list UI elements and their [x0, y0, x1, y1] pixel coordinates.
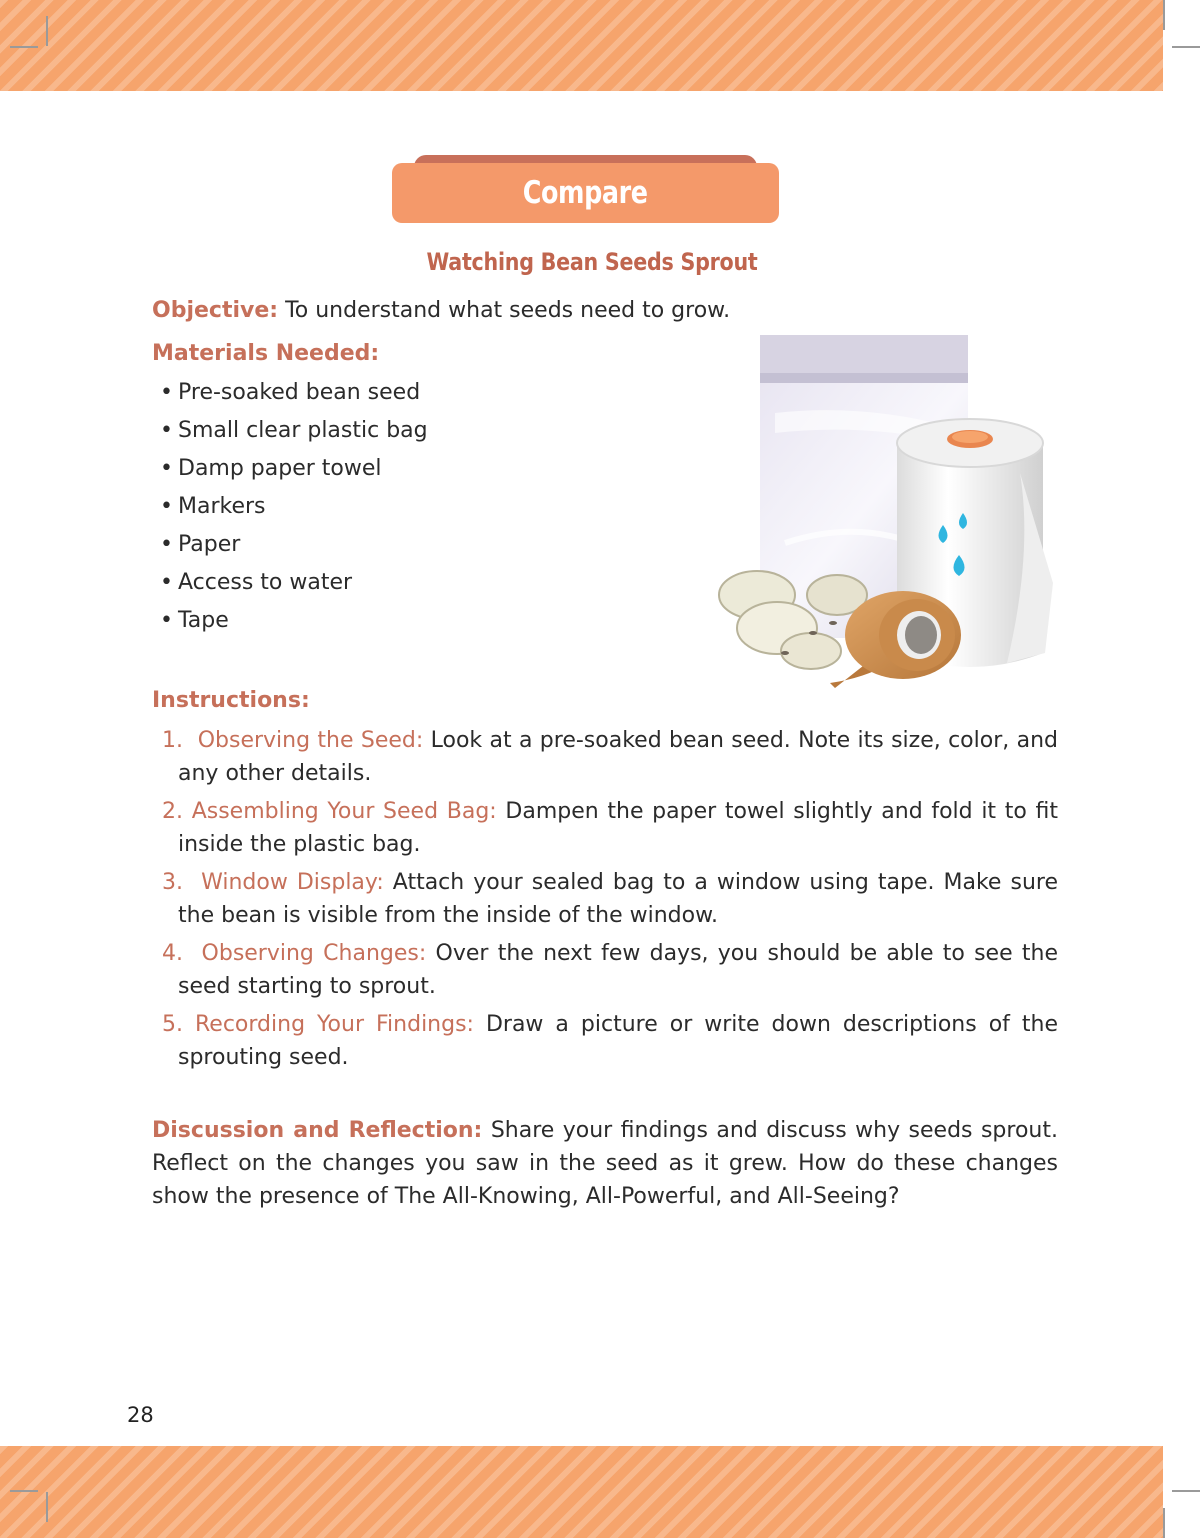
- instruction-step: 5. Recording Your Findings: Draw a picture or write down descriptions of the sprouting seed.: [162, 1012, 1058, 1070]
- instructions-label: Instructions:: [152, 688, 310, 713]
- materials-list: [160, 377, 560, 643]
- crop-mark: [46, 1492, 48, 1522]
- instruction-step: 3. Window Display: Attach your sealed bag to a window using tape. Make sure the bean is visible from the inside of the window.: [162, 870, 1058, 928]
- activity-subtitle: Watching Bean Seeds Sprout: [426, 248, 758, 276]
- bottom-decorative-band: [0, 1446, 1163, 1538]
- discussion-text: Share your findings and discuss why seeds sprout. Reflect on the changes you saw in the seed as it grew. How do these changes show the presence of The All-Knowing, All-Powerful, and All-Seeing?: [152, 1118, 1058, 1209]
- materials-heading: [152, 339, 379, 369]
- objective-text: To understand what seeds need to grow.: [285, 298, 731, 323]
- materials-label: Materials Needed:: [152, 341, 380, 366]
- top-decorative-band: [0, 0, 1163, 91]
- crop-mark: [1172, 1490, 1200, 1492]
- page-number: 28: [127, 1403, 154, 1427]
- crop-mark: [10, 46, 38, 48]
- instruction-step: 2. Assembling Your Seed Bag: Dampen the paper towel slightly and fold it to fit inside the plastic bag.: [162, 799, 1058, 857]
- discussion-label: Discussion and Reflection:: [152, 1118, 483, 1143]
- instruction-step: 1. Observing the Seed: Look at a pre-soaked bean seed. Note its size, color, and any other details.: [162, 728, 1058, 786]
- section-title-banner: [392, 155, 779, 225]
- discussion-paragraph: [152, 1114, 1058, 1213]
- crop-mark: [1172, 46, 1200, 48]
- list-item: • Access to water: [160, 570, 353, 595]
- crop-mark: [1163, 1508, 1165, 1538]
- crop-mark: [46, 16, 48, 46]
- list-item: • Small clear plastic bag: [160, 418, 428, 443]
- list-item: • Paper: [160, 532, 241, 557]
- list-item: • Pre-soaked bean seed: [160, 380, 421, 405]
- list-item: • Markers: [160, 494, 266, 519]
- list-item: • Damp paper towel: [160, 456, 382, 481]
- crop-mark: [10, 1490, 38, 1492]
- page-title: Compare: [523, 175, 648, 211]
- title-banner: [392, 163, 779, 223]
- materials-illustration: [715, 333, 1060, 698]
- list-item: • Tape: [160, 608, 229, 633]
- objective-label: Objective:: [152, 298, 279, 323]
- crop-mark: [1163, 0, 1165, 30]
- instruction-step: 4. Observing Changes: Over the next few days, you should be able to see the seed starting to sprout.: [162, 941, 1058, 999]
- objective-line: [152, 296, 730, 326]
- instruction-steps: [152, 724, 1058, 1079]
- instructions-heading: [152, 686, 310, 716]
